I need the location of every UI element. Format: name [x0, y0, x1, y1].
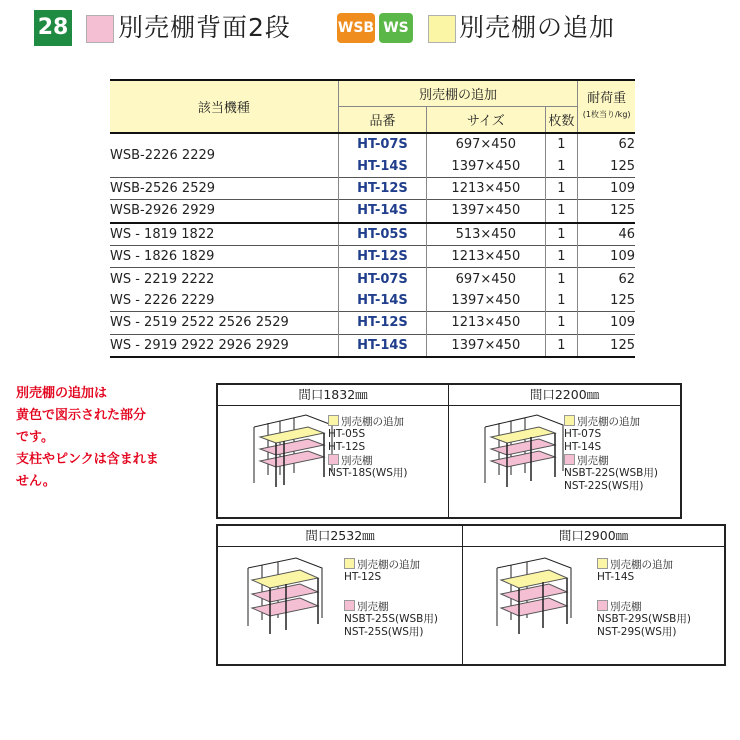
panel-cell-2532 [218, 526, 462, 664]
panel-legend [597, 558, 691, 639]
table-cell-qty: 1 [545, 268, 578, 290]
ws-tag: WS [379, 13, 413, 43]
page-header [0, 8, 740, 48]
yellow-square-icon [597, 558, 608, 569]
table-cell-code: HT-14S [338, 200, 426, 223]
pink-square-icon [344, 600, 355, 611]
panel-title: 間口2200㎜ [449, 385, 680, 406]
table-cell-load: 109 [578, 312, 635, 334]
header-size: サイズ [427, 107, 545, 134]
page-title: 別売棚背面2段 [118, 13, 291, 42]
sep-label: 別売棚 [357, 601, 389, 613]
table-cell-code: HT-12S [338, 245, 426, 267]
shelf-illustration [242, 556, 328, 642]
pink-swatch [86, 15, 114, 43]
table-cell-load: 62 [578, 268, 635, 290]
add-label: 別売棚の追加 [577, 416, 640, 428]
table-cell-model: WS - 2519 2522 2526 2529 [110, 312, 338, 334]
pink-square-icon [564, 454, 575, 465]
table-cell-model: WS - 1826 1829 [110, 245, 338, 267]
panel-top [216, 383, 682, 519]
yellow-square-icon [344, 558, 355, 569]
table-cell-code: HT-07S [338, 268, 426, 290]
yellow-swatch [428, 15, 456, 43]
table-cell-size: 513×450 [427, 223, 545, 246]
table-cell-qty: 1 [545, 133, 578, 155]
add-label: 別売棚の追加 [610, 559, 673, 571]
note-line: です。 [16, 430, 54, 445]
shelf-illustration [246, 413, 338, 499]
add-item: HT-14S [597, 571, 635, 583]
header-qty: 枚数 [545, 107, 578, 134]
table-cell-qty: 1 [545, 177, 578, 199]
red-note [16, 383, 216, 493]
table-cell-load: 125 [578, 200, 635, 223]
note-line: 別売棚の追加は [16, 386, 108, 401]
panel-title: 間口2900㎜ [463, 526, 724, 547]
sep-item: NSBT-29S(WSB用) [597, 613, 691, 625]
add-item: HT-05S [328, 428, 366, 440]
table-cell-load: 125 [578, 290, 635, 312]
table-cell-code: HT-14S [338, 155, 426, 177]
add-item: HT-12S [328, 441, 366, 453]
table-cell-qty: 1 [545, 155, 578, 177]
panel-bottom [216, 524, 726, 666]
table-cell-size: 1213×450 [427, 312, 545, 334]
sep-label: 別売棚 [610, 601, 642, 613]
note-line: 黄色で図示された部分 [16, 408, 147, 423]
pink-square-icon [328, 454, 339, 465]
add-label: 別売棚の追加 [341, 416, 404, 428]
add-item: HT-07S [564, 428, 602, 440]
sep-label: 別売棚 [341, 455, 373, 467]
table-cell-size: 1213×450 [427, 177, 545, 199]
add-item: HT-12S [344, 571, 382, 583]
table-cell-qty: 1 [545, 223, 578, 246]
header-load-label: 耐荷重 [587, 91, 627, 106]
header-add: 別売棚の追加 [338, 80, 578, 107]
shelf-illustration [491, 556, 577, 642]
page-number-badge: 28 [34, 10, 72, 46]
table-cell-code: HT-05S [338, 223, 426, 246]
header-model: 該当機種 [110, 80, 338, 133]
table-cell-code: HT-14S [338, 334, 426, 357]
panel-cell-2900 [463, 526, 724, 664]
wsb-tag: WSB [337, 13, 375, 43]
sep-item: NSBT-25S(WSB用) [344, 613, 438, 625]
add-label: 別売棚の追加 [357, 559, 420, 571]
sep-item: NST-29S(WS用) [597, 626, 677, 638]
note-line: 支柱やピンクは含まれま [16, 452, 159, 467]
table-cell-size: 697×450 [427, 133, 545, 155]
add-item: HT-14S [564, 441, 602, 453]
note-line: せん。 [16, 474, 56, 489]
table-cell-model: WS - 2219 2222 [110, 268, 338, 290]
header-code: 品番 [338, 107, 426, 134]
table-cell-size: 1397×450 [427, 155, 545, 177]
table-cell-model: WS - 2226 2229 [110, 292, 215, 308]
table-cell-size: 1213×450 [427, 245, 545, 267]
panel-legend [564, 415, 658, 493]
sep-label: 別売棚 [577, 455, 609, 467]
panel-legend [344, 558, 438, 639]
sep-item: NST-22S(WS用) [564, 480, 644, 492]
pink-square-icon [597, 600, 608, 611]
table-cell-model: WS - 2919 2922 2926 2929 [110, 334, 338, 357]
table-cell-load: 125 [578, 334, 635, 357]
table-cell-code: HT-14S [338, 290, 426, 312]
panel-cell-1832 [218, 385, 448, 517]
table-cell-load: 109 [578, 245, 635, 267]
spec-table [110, 79, 635, 358]
table-cell-qty: 1 [545, 200, 578, 223]
table-cell-code: HT-12S [338, 177, 426, 199]
sep-item: NST-18S(WS用) [328, 467, 408, 479]
yellow-square-icon [328, 415, 339, 426]
yellow-square-icon [564, 415, 575, 426]
table-cell-model: WSB-2226 2229 [110, 147, 216, 163]
shelf-illustration [477, 413, 569, 499]
header-load-sub: (1枚当り/kg) [582, 110, 631, 119]
table-cell-load: 62 [578, 133, 635, 155]
table-cell-qty: 1 [545, 312, 578, 334]
table-cell-code: HT-12S [338, 312, 426, 334]
header-load [578, 80, 635, 133]
table-cell-load: 46 [578, 223, 635, 246]
panel-cell-2200 [449, 385, 680, 517]
table-cell-load: 109 [578, 177, 635, 199]
table-cell-size: 697×450 [427, 268, 545, 290]
table-cell-model: WSB-2926 2929 [110, 200, 338, 223]
table-cell-qty: 1 [545, 290, 578, 312]
panel-legend [328, 415, 408, 480]
table-cell-size: 1397×450 [427, 334, 545, 357]
table-cell-code: HT-07S [338, 133, 426, 155]
table-cell-model: WS - 1819 1822 [110, 223, 338, 246]
table-cell-model: WSB-2526 2529 [110, 177, 338, 199]
page-title-right: 別売棚の追加 [459, 13, 616, 42]
sep-item: NST-25S(WS用) [344, 626, 424, 638]
panel-title: 間口1832㎜ [218, 385, 448, 406]
table-cell-size: 1397×450 [427, 290, 545, 312]
table-cell-load: 125 [578, 155, 635, 177]
panel-title: 間口2532㎜ [218, 526, 462, 547]
table-cell-qty: 1 [545, 334, 578, 357]
sep-item: NSBT-22S(WSB用) [564, 467, 658, 479]
table-cell-qty: 1 [545, 245, 578, 267]
table-cell-size: 1397×450 [427, 200, 545, 223]
